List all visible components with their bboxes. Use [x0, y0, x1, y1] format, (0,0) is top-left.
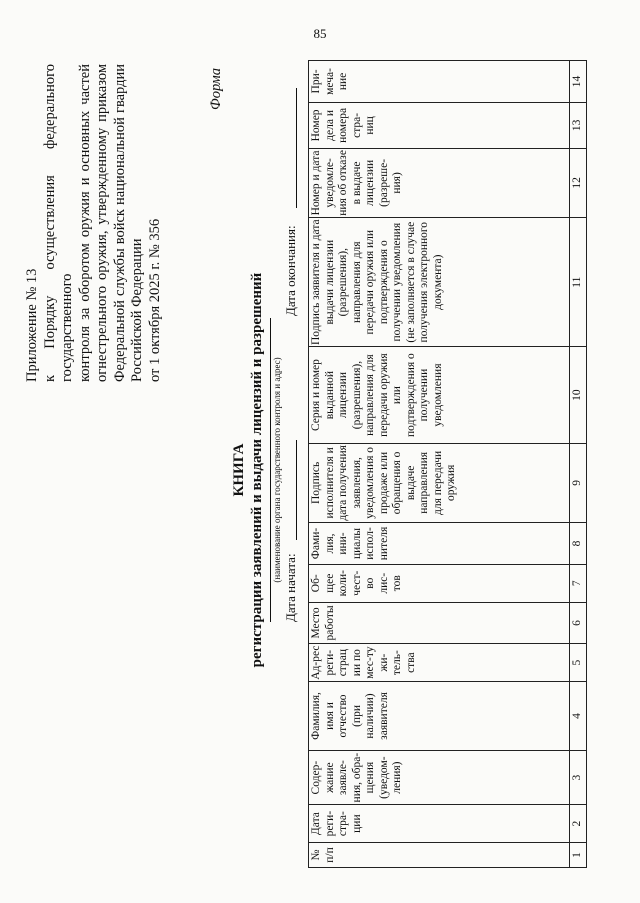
- start-date-line: [296, 440, 297, 540]
- end-date-label: Дата окончания:: [283, 225, 298, 316]
- annex-line: к Порядку осуществления федерального государственного: [41, 64, 75, 382]
- form-label: Форма: [208, 68, 224, 110]
- column-number: 3: [570, 750, 587, 804]
- column-number: 14: [570, 61, 587, 103]
- header-cell: Подпись исполнителя и дата получения заявления, уведомления о продаже или обращения о выдаче направления для передачи оружия: [309, 443, 570, 522]
- column-number: 4: [570, 681, 587, 750]
- header-cell: Подпись заявителя и дата выдачи лицензии (разрешения), направления для передачи оружия или подтверждения о получении уведомления (не заполняется в случае получения электронного документа): [309, 217, 570, 347]
- column-number-row: [570, 61, 587, 868]
- registration-table: [308, 60, 587, 868]
- column-number: 1: [570, 842, 587, 867]
- header-cell: Об-щее коли-чест-во лис-тов: [309, 564, 570, 602]
- start-date-label: Дата начата:: [283, 553, 298, 622]
- rotated-form: [20, 50, 620, 890]
- annex-line: огнестрельного оружия, утвержденному приказом: [94, 64, 110, 382]
- annex-line: Федеральной службы войск национальной гвардии: [111, 64, 128, 382]
- header-cell: Фами-лия, ини-циалы испол-нителя: [309, 523, 570, 565]
- column-number: 10: [570, 347, 587, 443]
- header-cell: Место работы: [309, 602, 570, 644]
- org-caption: (наименование органа государственного контроля и адрес): [272, 357, 282, 583]
- annex-line: Российской Федерации: [129, 238, 145, 382]
- header-cell: Серия и номер выданной лицензии (разрешения), направления для передачи оружия или подтверждения о получении уведомления: [309, 347, 570, 443]
- column-number: 8: [570, 523, 587, 565]
- header-cell: Содер-жание заявле-ния, обра-щения (уведом-ления): [309, 750, 570, 804]
- end-date-line: [296, 88, 297, 208]
- header-cell: № п/п: [309, 842, 570, 867]
- annex-title: Приложение № 13: [24, 268, 40, 382]
- book-title-block: [230, 50, 266, 890]
- column-number: 5: [570, 644, 587, 682]
- column-number: 2: [570, 805, 587, 843]
- header-cell: Фамилия, имя и отчество (при наличии) заявителя: [309, 681, 570, 750]
- header-cell: Номер и дата уведомле-ния об отказе в выдаче лицензии (разреше-ния): [309, 148, 570, 217]
- header-row: [309, 61, 570, 868]
- book-title: КНИГА: [231, 443, 247, 497]
- dates-row: [283, 62, 301, 622]
- column-number: 9: [570, 443, 587, 522]
- annex-line: контроля за оборотом оружия и основных частей: [76, 64, 93, 382]
- column-number: 6: [570, 602, 587, 644]
- page-number: 85: [313, 26, 327, 41]
- column-number: 11: [570, 217, 587, 347]
- annex-block: [24, 64, 164, 382]
- book-subtitle: регистрации заявлений и выдачи лицензий и разрешений: [249, 272, 265, 668]
- column-number: 12: [570, 148, 587, 217]
- header-cell: Дата реги-стра-ции: [309, 805, 570, 843]
- header-cell: При-меча-ние: [309, 61, 570, 103]
- header-cell: Номер дела и номера стра-ниц: [309, 102, 570, 148]
- org-name-line: [270, 318, 271, 622]
- annex-line: от 1 октября 2025 г. № 356: [146, 218, 163, 382]
- column-number: 7: [570, 564, 587, 602]
- column-number: 13: [570, 102, 587, 148]
- header-cell: Ад-рес реги-страц ии по мес-ту жи-тель-ства: [309, 644, 570, 682]
